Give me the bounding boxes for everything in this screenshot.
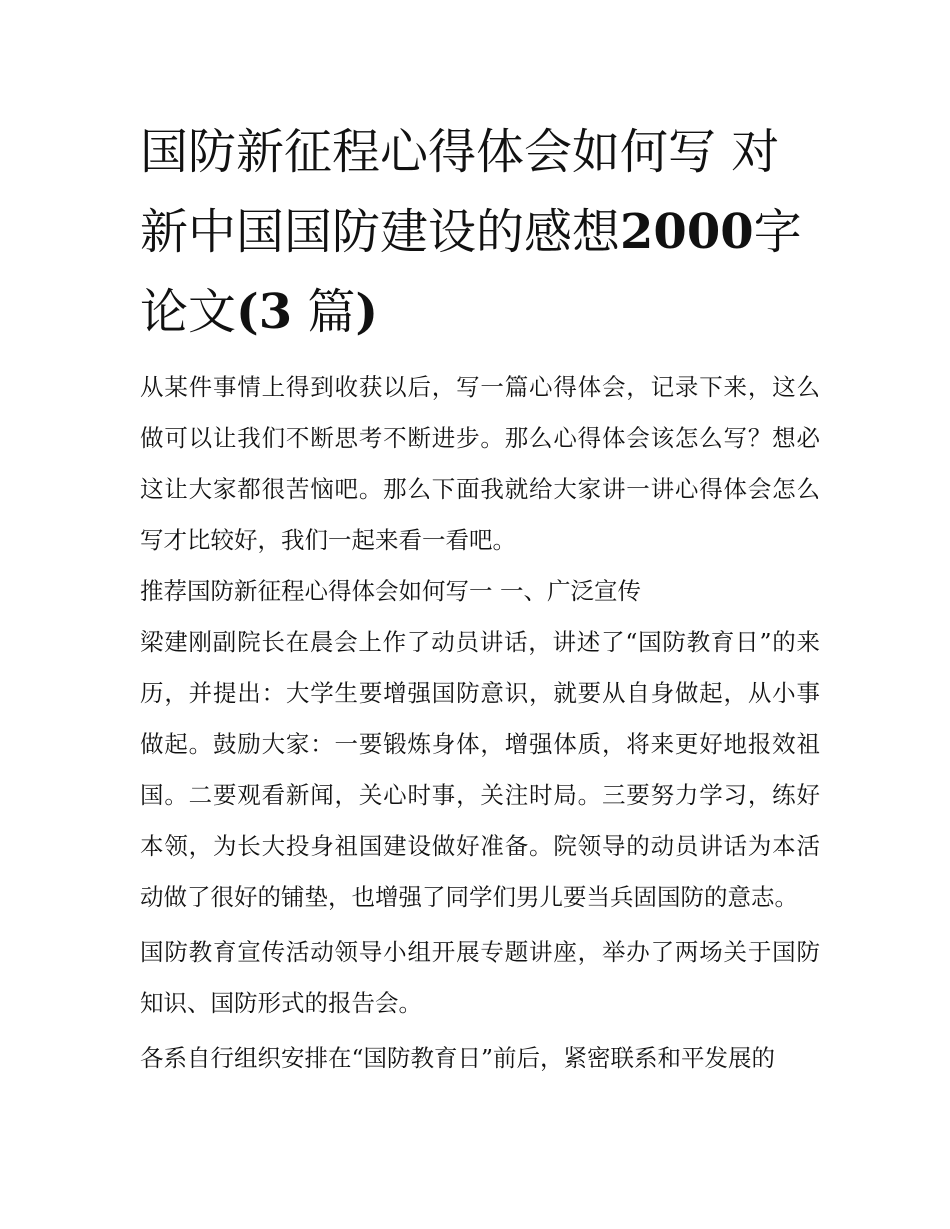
paragraph-intro: 从某件事情上得到收获以后，写一篇心得体会，记录下来，这么做可以让我们不断思考不断进步。那么心得体会该怎么写？想必这让大家都很苦恼吧。那么下面我就给大家讲一讲心得体会怎么写才比较好，我们一起来看一看吧。 (140, 373, 820, 554)
title-text-3: 篇 (307, 284, 356, 340)
document-title (140, 112, 820, 352)
title-count-close: ) (355, 284, 379, 340)
paragraph-lectures: 国防教育宣传活动领导小组开展专题讲座，举办了两场关于国防知识、国防形式的报告会。 (140, 938, 820, 1017)
paragraph-section-heading: 推荐国防新征程心得体会如何写一 一、广泛宣传 (140, 577, 641, 605)
title-text-1: 国防新征程心得体会如何写 对新中国国防建设的感想 (140, 124, 780, 260)
paragraph-departments: 各系自行组织安排在“国防教育日”前后，紧密联系和平发展的 (140, 1044, 776, 1072)
title-text-2: 字论文 (140, 204, 802, 340)
paragraph-mobilization-speech: 梁建刚副院长在晨会上作了动员讲话，讲述了“国防教育日”的来历，并提出：大学生要增强国防意识，就要从自身做起，从小事做起。鼓励大家：一要锻炼身体，增强体质，将来更好地报效祖国。二要观看新闻，关心时事，关注时局。三要努力学习，练好本领，为长大投身祖国建设做好准备。院领导的动员讲话为本活动做了很好的铺垫，也增强了同学们男儿要当兵固国防的意志。 (140, 628, 820, 911)
document-body (140, 112, 820, 1084)
title-number-2000: 2000 (620, 204, 754, 260)
title-count-open: (3 (236, 284, 293, 340)
